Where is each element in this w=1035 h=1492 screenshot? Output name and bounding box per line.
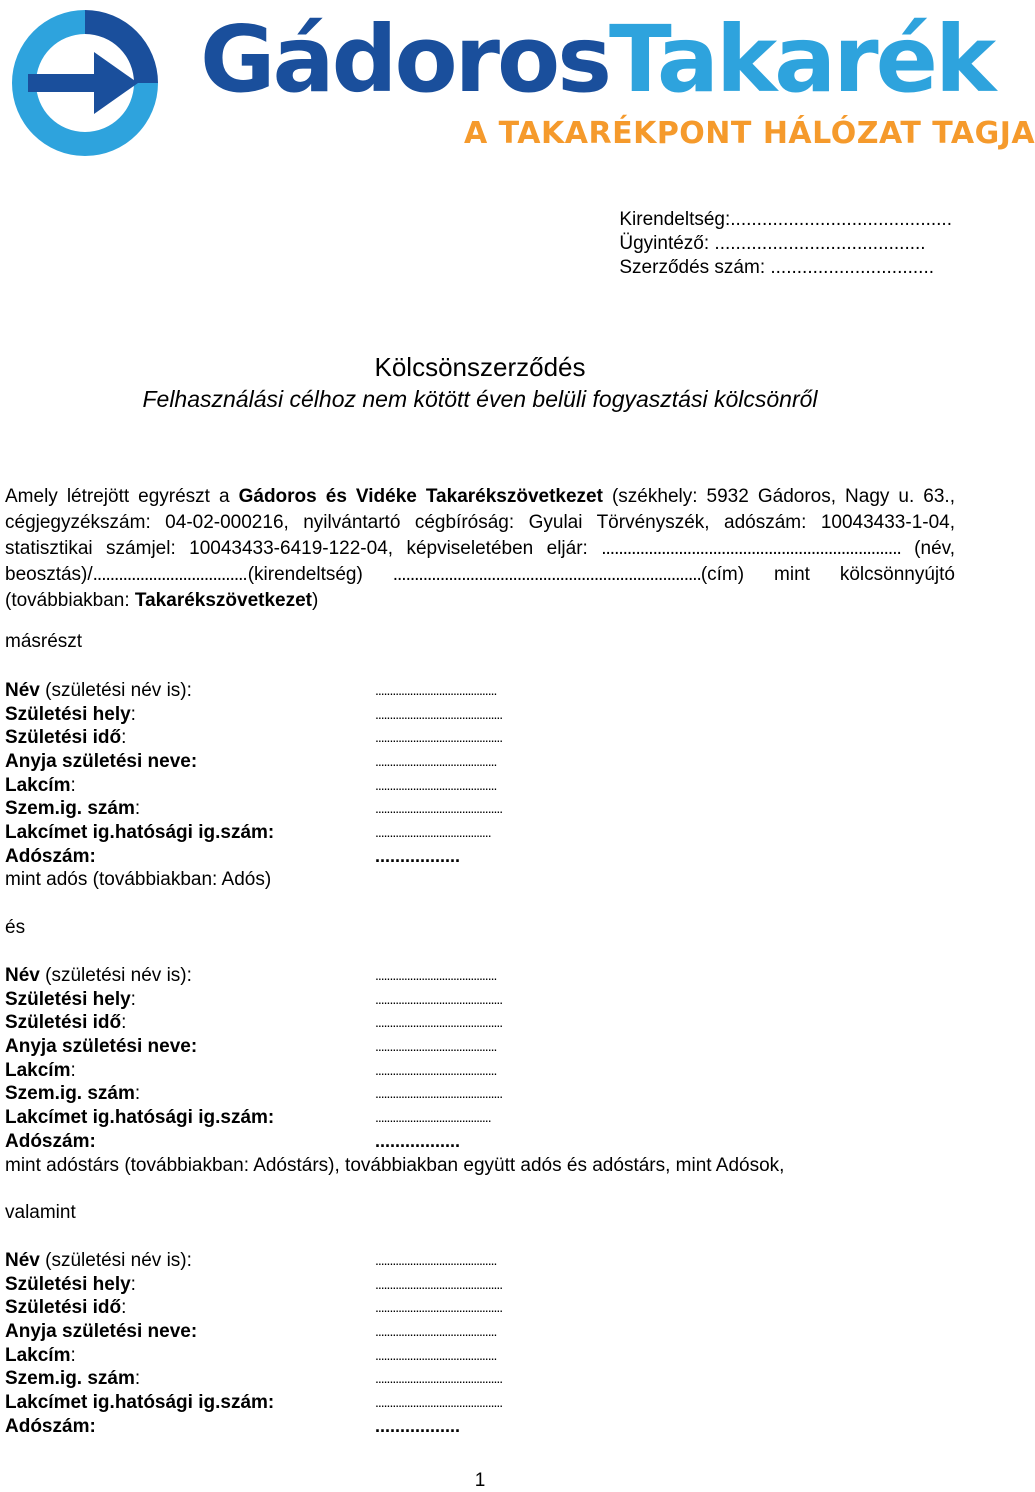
field-label: Szem.ig. szám [5, 1368, 135, 1390]
intro-text: (székhely: 5932 Gádoros, Nagy u. 63. [602, 486, 950, 507]
field-label: Anyja születési neve: [5, 751, 198, 773]
bank-name: Gádoros és Vidéke Takarékszövetkezet [238, 486, 603, 507]
field-label: Anyja születési neve: [5, 1321, 198, 1343]
meta-szerzodes-szam: Szerződés szám: ............................... [619, 257, 935, 278]
field-colon: : [134, 1368, 141, 1390]
field-blank: ................. [375, 1415, 461, 1436]
logo-brand-part1: Gádoros [200, 6, 609, 113]
field-label: Adószám: [5, 1415, 96, 1437]
field-colon: : [121, 1012, 127, 1034]
field-blank: .......................................... [375, 1346, 497, 1363]
field-colon: : [70, 774, 76, 796]
field-blank: ............................................ [375, 729, 503, 746]
field-blank: ............................................ [375, 1014, 503, 1031]
field-row-tax-id [5, 1130, 945, 1154]
field-label: Születési idő [5, 1297, 122, 1319]
field-label: Lakcím [5, 1344, 71, 1366]
field-label: Lakcímet ig.hatósági ig.szám: [5, 1107, 275, 1129]
intro-text: , cégjegyzékszám: 04-02-000216, nyilvántartó cégbíróság: Gyulai Törvényszék, adószám: 10043433-1-04, statisztikai számjel: 10043433-6419-122-04, képviseletében eljár: [5, 486, 955, 559]
field-row-birthdate [5, 1296, 945, 1320]
representative-name-blank: ...................................................................... [601, 538, 901, 559]
field-blank: ............................................ [375, 1085, 503, 1102]
field-label: Lakcím [5, 774, 71, 796]
intro-paragraph [5, 484, 955, 614]
field-label: Lakcímet ig.hatósági ig.szám: [5, 822, 275, 844]
field-row-name [5, 679, 945, 703]
field-row-birthdate [5, 726, 945, 750]
field-colon: : [121, 1297, 127, 1319]
field-blank: .......................................... [375, 776, 497, 793]
field-row-birthplace [5, 1273, 945, 1297]
arrow-circle-logo-icon [6, 4, 164, 162]
field-row-mother-name [5, 750, 945, 774]
field-label: Adószám: [5, 845, 96, 867]
field-label: Adószám: [5, 1130, 96, 1152]
field-blank: ................. [375, 1130, 461, 1151]
field-row-address-card [5, 1106, 945, 1130]
field-blank: ............................................ [375, 1370, 503, 1387]
field-row-name [5, 964, 945, 988]
field-colon: : [130, 988, 136, 1010]
field-blank: ............................................ [375, 800, 503, 817]
lender-short-name: Takarékszövetkezet [134, 590, 313, 611]
document-title: Kölcsönszerződés [374, 352, 586, 382]
field-row-mother-name [5, 1320, 945, 1344]
logo-tagline: A TAKARÉKPONT HÁLÓZAT TAGJA [464, 116, 1035, 151]
field-blank: ................. [375, 845, 461, 866]
section-masreszt: másrészt [5, 631, 83, 652]
field-row-tax-id [5, 845, 945, 869]
logo-wordmark [200, 6, 994, 113]
closing-debtor: mint adós (továbbiakban: Adós) [5, 869, 272, 890]
field-colon: : [130, 703, 136, 725]
field-label: Név [5, 680, 40, 701]
field-blank: .......................................... [375, 967, 497, 983]
field-blank: .......................................... [375, 1252, 497, 1268]
field-label: (születési név is): [39, 965, 192, 986]
field-label: Születési hely [5, 1273, 131, 1295]
field-blank: ............................................ [375, 1394, 503, 1411]
bank-logo [0, 0, 1035, 165]
field-label: Anyja születési neve: [5, 1036, 198, 1058]
logo-brand-part2: Takarék [609, 6, 994, 113]
intro-text: Amely létrejött egyrészt a [5, 486, 239, 507]
field-colon: : [70, 1059, 76, 1081]
field-colon: : [134, 798, 141, 820]
address-blank: ........................................................................ [392, 564, 701, 585]
field-row-birthplace [5, 703, 945, 727]
field-label: Születési idő [5, 1012, 122, 1034]
field-row-birthdate [5, 1011, 945, 1035]
field-row-address [5, 774, 945, 798]
field-blank: .......................................... [375, 1061, 497, 1078]
field-blank: .......................................... [375, 1038, 497, 1055]
field-label: Név [5, 965, 40, 986]
section-es: és [5, 917, 26, 938]
field-blank: .......................................... [375, 753, 497, 770]
intro-text: ) [312, 590, 319, 611]
field-label: Szem.ig. szám [5, 1083, 135, 1105]
field-colon: : [121, 727, 127, 749]
field-label: Szem.ig. szám [5, 798, 135, 820]
field-colon: : [134, 1083, 141, 1105]
field-label: Születési idő [5, 727, 122, 749]
field-label: Születési hely [5, 703, 131, 725]
field-row-address [5, 1344, 945, 1368]
intro-text: .(kirendeltség) [242, 564, 393, 585]
field-label: Lakcím [5, 1059, 71, 1081]
field-row-mother-name [5, 1035, 945, 1059]
field-blank: .......................................... [375, 1323, 497, 1340]
document-subtitle: Felhasználási célhoz nem kötött éven belüli fogyasztási kölcsönről [142, 386, 818, 412]
page-number: 1 [474, 1470, 486, 1491]
field-row-id-number [5, 1367, 945, 1391]
field-label: Név [5, 1250, 40, 1271]
field-colon: : [130, 1273, 136, 1295]
field-blank: ............................................ [375, 1299, 503, 1316]
field-colon: : [70, 1344, 76, 1366]
field-blank: ........................................ [375, 1109, 491, 1126]
field-blank: ........................................ [375, 824, 491, 841]
field-label: Születési hely [5, 988, 131, 1010]
party-co-debtor [5, 964, 945, 1154]
document-meta [619, 208, 952, 280]
field-row-birthplace [5, 988, 945, 1012]
field-row-name [5, 1249, 945, 1273]
field-row-id-number [5, 797, 945, 821]
field-blank: ............................................ [375, 990, 503, 1007]
field-row-address [5, 1059, 945, 1083]
field-blank: ............................................ [375, 1275, 503, 1292]
closing-co-debtor: mint adóstárs (továbbiakban: Adóstárs), továbbiakban együtt adós és adóstárs, mint Adósok, [5, 1155, 785, 1176]
intro-text: (név, beosztás)/ [5, 538, 956, 585]
field-label: Lakcímet ig.hatósági ig.szám: [5, 1392, 275, 1414]
field-row-address-card [5, 821, 945, 845]
party-third [5, 1249, 945, 1439]
party-debtor [5, 679, 945, 869]
field-label: (születési név is): [39, 680, 192, 701]
intro-text: (cím) mint kölcsönnyújtó (továbbiakban: [5, 564, 955, 611]
field-blank: ............................................ [375, 705, 503, 722]
field-row-address-card [5, 1391, 945, 1415]
branch-blank: ................................... [92, 564, 243, 585]
section-valamint: valamint [5, 1202, 76, 1223]
field-row-tax-id [5, 1415, 945, 1439]
field-row-id-number [5, 1082, 945, 1106]
field-blank: .......................................... [375, 682, 497, 698]
field-label: (születési név is): [39, 1250, 192, 1271]
meta-kirendeltseg: Kirendeltség:.......................................... [619, 209, 952, 230]
meta-ugyintezo: Ügyintéző: ........................................ [619, 233, 926, 254]
